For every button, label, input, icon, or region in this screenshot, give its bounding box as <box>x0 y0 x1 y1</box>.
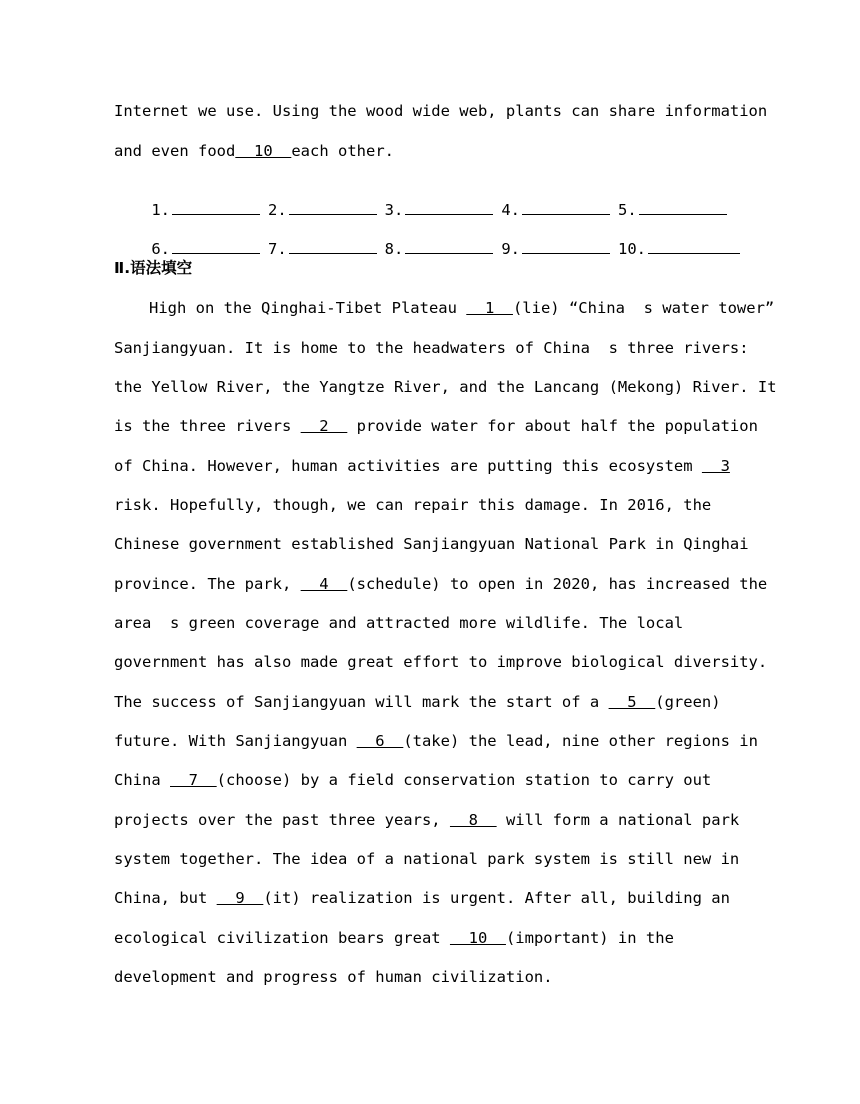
answer-blank-1[interactable] <box>172 200 260 215</box>
grammar-blank-2[interactable]: 2 <box>300 417 348 435</box>
text: provide water for about half the population <box>347 417 758 435</box>
grammar-blank-5[interactable]: 5 <box>608 693 656 711</box>
answer-blank-2[interactable] <box>289 200 377 215</box>
passage-line-7: Chinese government established Sanjiangyuan National Park in Qinghai <box>114 535 749 553</box>
text: ecological civilization bears great <box>114 929 450 947</box>
passage-line-2: Sanjiangyuan. It is home to the headwaters of China s three rivers: <box>114 339 749 357</box>
grammar-blank-3[interactable]: 3 <box>701 457 730 475</box>
passage-line-4 <box>114 416 758 436</box>
intro-line-1: Internet we use. Using the wood wide web, plants can share information <box>114 102 768 120</box>
passage-line-1 <box>149 298 774 318</box>
grammar-blank-1[interactable]: 1 <box>466 299 513 317</box>
answer-blank-3[interactable] <box>405 200 493 215</box>
text: High on the Qinghai-Tibet Plateau <box>149 299 467 317</box>
text: is the three rivers <box>114 417 301 435</box>
passage-line-12 <box>114 731 758 751</box>
text: The success of Sanjiangyuan will mark the start of a <box>114 693 609 711</box>
answer-label-5: 5. <box>618 201 637 219</box>
passage-line-16 <box>114 888 730 908</box>
text: (green) <box>655 693 721 711</box>
grammar-blank-7[interactable]: 7 <box>170 771 217 789</box>
answer-label-3: 3. <box>384 201 404 219</box>
answer-label-2: 2. <box>268 201 287 219</box>
passage-line-18: development and progress of human civilization. <box>114 968 553 986</box>
passage-line-17 <box>114 928 674 948</box>
answer-blank-4[interactable] <box>522 200 610 215</box>
answer-blank-6[interactable] <box>172 239 260 254</box>
grammar-blank-4[interactable]: 4 <box>300 575 348 593</box>
text: province. The park, <box>114 575 301 593</box>
passage-line-5 <box>114 456 730 476</box>
text: (schedule) to open in 2020, has increased the <box>347 575 768 593</box>
passage-line-11 <box>114 692 721 712</box>
text: (take) the lead, nine other regions in <box>403 732 758 750</box>
grammar-blank-8[interactable]: 8 <box>449 811 497 829</box>
text: and even food <box>114 142 236 160</box>
text: China <box>114 771 170 789</box>
passage-line-15: system together. The idea of a national park system is still new in <box>114 850 740 868</box>
passage-line-3: the Yellow River, the Yangtze River, and the Lancang (Mekong) River. It <box>114 378 777 396</box>
answer-label-4: 4. <box>501 201 521 219</box>
intro-line-2 <box>114 141 394 161</box>
answer-label-8: 8. <box>384 240 404 258</box>
passage-line-10: government has also made great effort to improve biological diversity. <box>114 653 768 671</box>
answer-blank-10[interactable] <box>648 239 740 254</box>
answer-blank-9[interactable] <box>522 239 610 254</box>
answer-label-1: 1. <box>151 201 170 219</box>
answer-label-7: 7. <box>268 240 287 258</box>
answer-blank-7[interactable] <box>289 239 377 254</box>
passage-line-14 <box>114 810 739 830</box>
answer-label-6: 6. <box>151 240 170 258</box>
grammar-blank-10[interactable]: 10 <box>449 929 506 947</box>
answer-blank-8[interactable] <box>405 239 493 254</box>
text: will form a national park <box>496 811 740 829</box>
answer-label-9: 9. <box>501 240 521 258</box>
answer-label-10: 10. <box>618 240 647 258</box>
text: of China. However, human activities are putting this ecosystem <box>114 457 702 475</box>
passage-line-13 <box>114 770 711 790</box>
grammar-blank-6[interactable]: 6 <box>356 732 404 750</box>
text: projects over the past three years, <box>114 811 450 829</box>
text: future. With Sanjiangyuan <box>114 732 357 750</box>
text: (important) in the <box>505 929 674 947</box>
text: (it) realization is urgent. After all, building an <box>263 889 730 907</box>
passage-line-6: risk. Hopefully, though, we can repair this damage. In 2016, the <box>114 496 712 514</box>
passage-line-9: area s green coverage and attracted more wildlife. The local <box>114 614 684 632</box>
section-title: Ⅱ.语法填空 <box>114 259 193 277</box>
text: each other. <box>291 142 394 160</box>
answer-row-2 <box>114 219 748 279</box>
grammar-blank-9[interactable]: 9 <box>216 889 264 907</box>
answer-blank-5[interactable] <box>639 200 727 215</box>
blank-10[interactable]: 10 <box>235 142 292 160</box>
text: China, but <box>114 889 217 907</box>
passage-line-8 <box>114 574 767 594</box>
text: (choose) by a field conservation station to carry out <box>216 771 712 789</box>
text: (lie) “China s water tower” <box>512 299 775 317</box>
